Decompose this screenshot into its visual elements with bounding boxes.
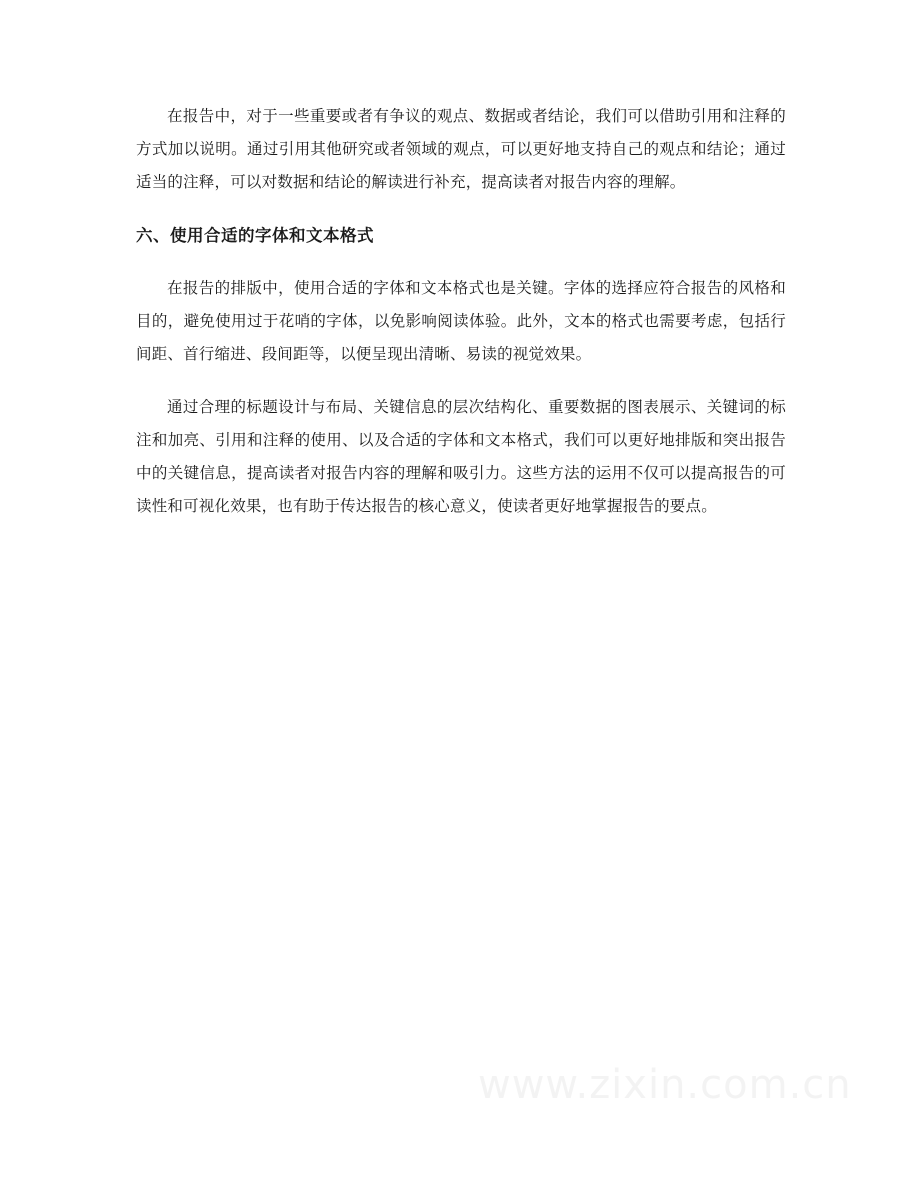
document-page [136,100,786,523]
intro-paragraph: 在报告中，对于一些重要或者有争议的观点、数据或者结论，我们可以借助引用和注释的方式加以说明。通过引用其他研究或者领域的观点，可以更好地支持自己的观点和结论；通过适当的注释，可以对数据和结论的解读进行补充，提高读者对报告内容的理解。 [136,107,786,191]
conclusion-paragraph: 通过合理的标题设计与布局、关键信息的层次结构化、重要数据的图表展示、关键词的标注和加亮、引用和注释的使用、以及合适的字体和文本格式，我们可以更好地排版和突出报告中的关键信息，提高读者对报告内容的理解和吸引力。这些方法的运用不仅可以提高报告的可读性和可视化效果，也有助于传达报告的核心意义，使读者更好地掌握报告的要点。 [136,398,786,515]
section-paragraph: 在报告的排版中，使用合适的字体和文本格式也是关键。字体的选择应符合报告的风格和目的，避免使用过于花哨的字体，以免影响阅读体验。此外，文本的格式也需要考虑，包括行间距、首行缩进、段间距等，以便呈现出清晰、易读的视觉效果。 [136,279,786,363]
watermark: www.zixin.com.cn [478,1062,852,1108]
section-heading: 六、使用合适的字体和文本格式 [136,226,374,245]
